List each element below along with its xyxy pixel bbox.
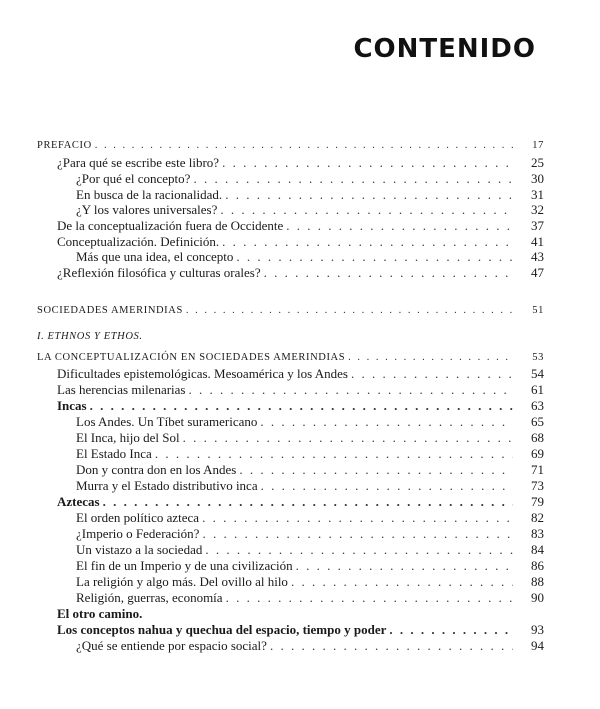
toc-entry-label: Los conceptos nahua y quechua del espacio, tiempo y poder (57, 622, 387, 637)
toc-entry-page: 25 (531, 155, 544, 170)
toc-entry-label: ¿Por qué el concepto? (76, 171, 191, 186)
dot-leader (205, 542, 513, 558)
toc-entry-page: 68 (531, 430, 544, 445)
dot-leader (183, 430, 513, 446)
toc-entry-label: El fin de un Imperio y de una civilización (76, 558, 293, 573)
toc-entry-label: Aztecas (57, 494, 100, 509)
toc-entry (0, 558, 600, 574)
toc-entry-label: Las herencias milenarias (57, 382, 186, 397)
toc-entry (0, 478, 600, 494)
dot-leader (155, 446, 513, 462)
toc-entry-label: De la conceptualización fuera de Occidente (57, 218, 284, 233)
toc-entry-page: 54 (531, 366, 544, 381)
toc-entry-label: ¿Imperio o Federación? (76, 526, 200, 541)
toc-entry-page: 84 (531, 542, 544, 557)
toc-entry (0, 218, 600, 234)
toc-entry (0, 638, 600, 654)
toc-entry-label: I. ETHNOS Y ETHOS. (37, 331, 143, 342)
toc-entry (0, 265, 600, 281)
toc-entry-page: 69 (531, 446, 544, 461)
toc-entry-page: 43 (531, 249, 544, 264)
dot-leader (236, 249, 513, 265)
toc-entry-label: El orden político azteca (76, 510, 200, 525)
toc-entry-label: LA CONCEPTUALIZACIÓN EN SOCIEDADES AMERINDIAS (37, 352, 346, 363)
toc-entry-page: 88 (531, 574, 544, 589)
dot-leader (260, 414, 513, 430)
toc-entry (0, 462, 600, 478)
dot-leader (225, 187, 513, 203)
dot-leader (202, 510, 513, 526)
toc-entry-page: 90 (531, 590, 544, 605)
page-title: CONTENIDO (353, 34, 536, 64)
toc-entry-section (0, 303, 600, 319)
dot-leader (189, 382, 514, 398)
toc-entry-label: PREFACIO (37, 140, 92, 151)
dot-leader (90, 398, 513, 414)
dot-leader (264, 265, 513, 281)
dot-leader (296, 558, 513, 574)
toc-entry (0, 542, 600, 558)
toc-entry-subsection (0, 494, 600, 510)
toc-part-heading (0, 329, 600, 345)
toc-entry-page: 63 (531, 398, 544, 413)
toc-entry-page: 31 (531, 187, 544, 202)
toc-entry-page: 37 (531, 218, 544, 233)
toc-entry-label: ¿Y los valores universales? (76, 202, 218, 217)
toc-entry-label: Murra y el Estado distributivo inca (76, 478, 258, 493)
toc-entry-label: ¿Reflexión filosófica y culturas orales? (57, 265, 261, 280)
toc-entry-page: 73 (531, 478, 544, 493)
toc-entry (0, 590, 600, 606)
toc-entry (0, 187, 600, 203)
toc-entry-page: 86 (531, 558, 544, 573)
toc-entry (0, 202, 600, 218)
dot-leader (239, 462, 513, 478)
toc-entry-label: Más que una idea, el concepto (76, 249, 234, 264)
toc-entry-label: Incas (57, 398, 87, 413)
toc-entry (0, 234, 600, 250)
toc-entry-page: 32 (531, 202, 544, 217)
dot-leader (220, 202, 513, 218)
toc-entry-subsection (0, 606, 600, 622)
toc-entry-page: 83 (531, 526, 544, 541)
toc-entry (0, 510, 600, 526)
dot-leader (95, 138, 513, 154)
toc-entry-page: 41 (531, 234, 544, 249)
dot-leader (202, 526, 513, 542)
toc-entry-page: 79 (531, 494, 544, 509)
dot-leader (270, 638, 513, 654)
dot-leader (261, 478, 513, 494)
toc-entry-page: 61 (531, 382, 544, 397)
dot-leader (186, 303, 513, 319)
dot-leader (348, 350, 513, 366)
dot-leader (286, 218, 513, 234)
toc-entry (0, 366, 600, 382)
dot-leader (351, 366, 513, 382)
toc-entry-label: La religión y algo más. Del ovillo al hilo (76, 574, 288, 589)
toc-entry (0, 382, 600, 398)
toc-entry-page: 17 (532, 140, 544, 151)
toc-entry-label: Dificultades epistemológicas. Mesoamérica y los Andes (57, 366, 348, 381)
dot-leader (226, 590, 513, 606)
toc-entry (0, 155, 600, 171)
toc-entry (0, 171, 600, 187)
toc-entry-label: ¿Para qué se escribe este libro? (57, 155, 220, 170)
toc-entry-label: El otro camino. (57, 606, 143, 621)
toc-entry (0, 446, 600, 462)
toc-entry (0, 430, 600, 446)
toc-entry-subsection (0, 622, 600, 638)
toc-entry-page: 94 (531, 638, 544, 653)
toc-entry-label: En busca de la racionalidad. (76, 187, 223, 202)
toc-entry (0, 414, 600, 430)
toc-entry-label: Conceptualización. Definición. (57, 234, 220, 249)
toc-entry-subsection (0, 398, 600, 414)
dot-leader (222, 155, 513, 171)
dot-leader (222, 234, 513, 250)
toc-entry (0, 249, 600, 265)
toc-entry-page: 82 (531, 510, 544, 525)
toc-entry-page: 93 (531, 622, 544, 637)
toc-entry (0, 526, 600, 542)
toc-entry-page: 71 (531, 462, 544, 477)
toc-entry-label: El Estado Inca (76, 446, 152, 461)
dot-leader (193, 171, 513, 187)
toc-entry-label: El Inca, hijo del Sol (76, 430, 180, 445)
toc-entry-label: ¿Qué se entiende por espacio social? (76, 638, 267, 653)
dot-leader (389, 622, 513, 638)
toc-entry (0, 574, 600, 590)
toc-entry-page: 51 (532, 305, 544, 316)
toc-entry-chapter (0, 350, 600, 366)
toc-entry-label: Religión, guerras, economía (76, 590, 223, 605)
toc-entry-label: Los Andes. Un Tíbet suramericano (76, 414, 258, 429)
toc-entry-page: 30 (531, 171, 544, 186)
toc-entry-page: 53 (532, 352, 544, 363)
toc-entry-label: Un vistazo a la sociedad (76, 542, 203, 557)
toc-entry-page: 65 (531, 414, 544, 429)
toc-entry-label: SOCIEDADES AMERINDIAS (37, 305, 183, 316)
dot-leader (103, 494, 513, 510)
dot-leader (291, 574, 513, 590)
toc-entry-page: 47 (531, 265, 544, 280)
toc-entry-prefacio (0, 138, 600, 154)
toc-entry-label: Don y contra don en los Andes (76, 462, 237, 477)
